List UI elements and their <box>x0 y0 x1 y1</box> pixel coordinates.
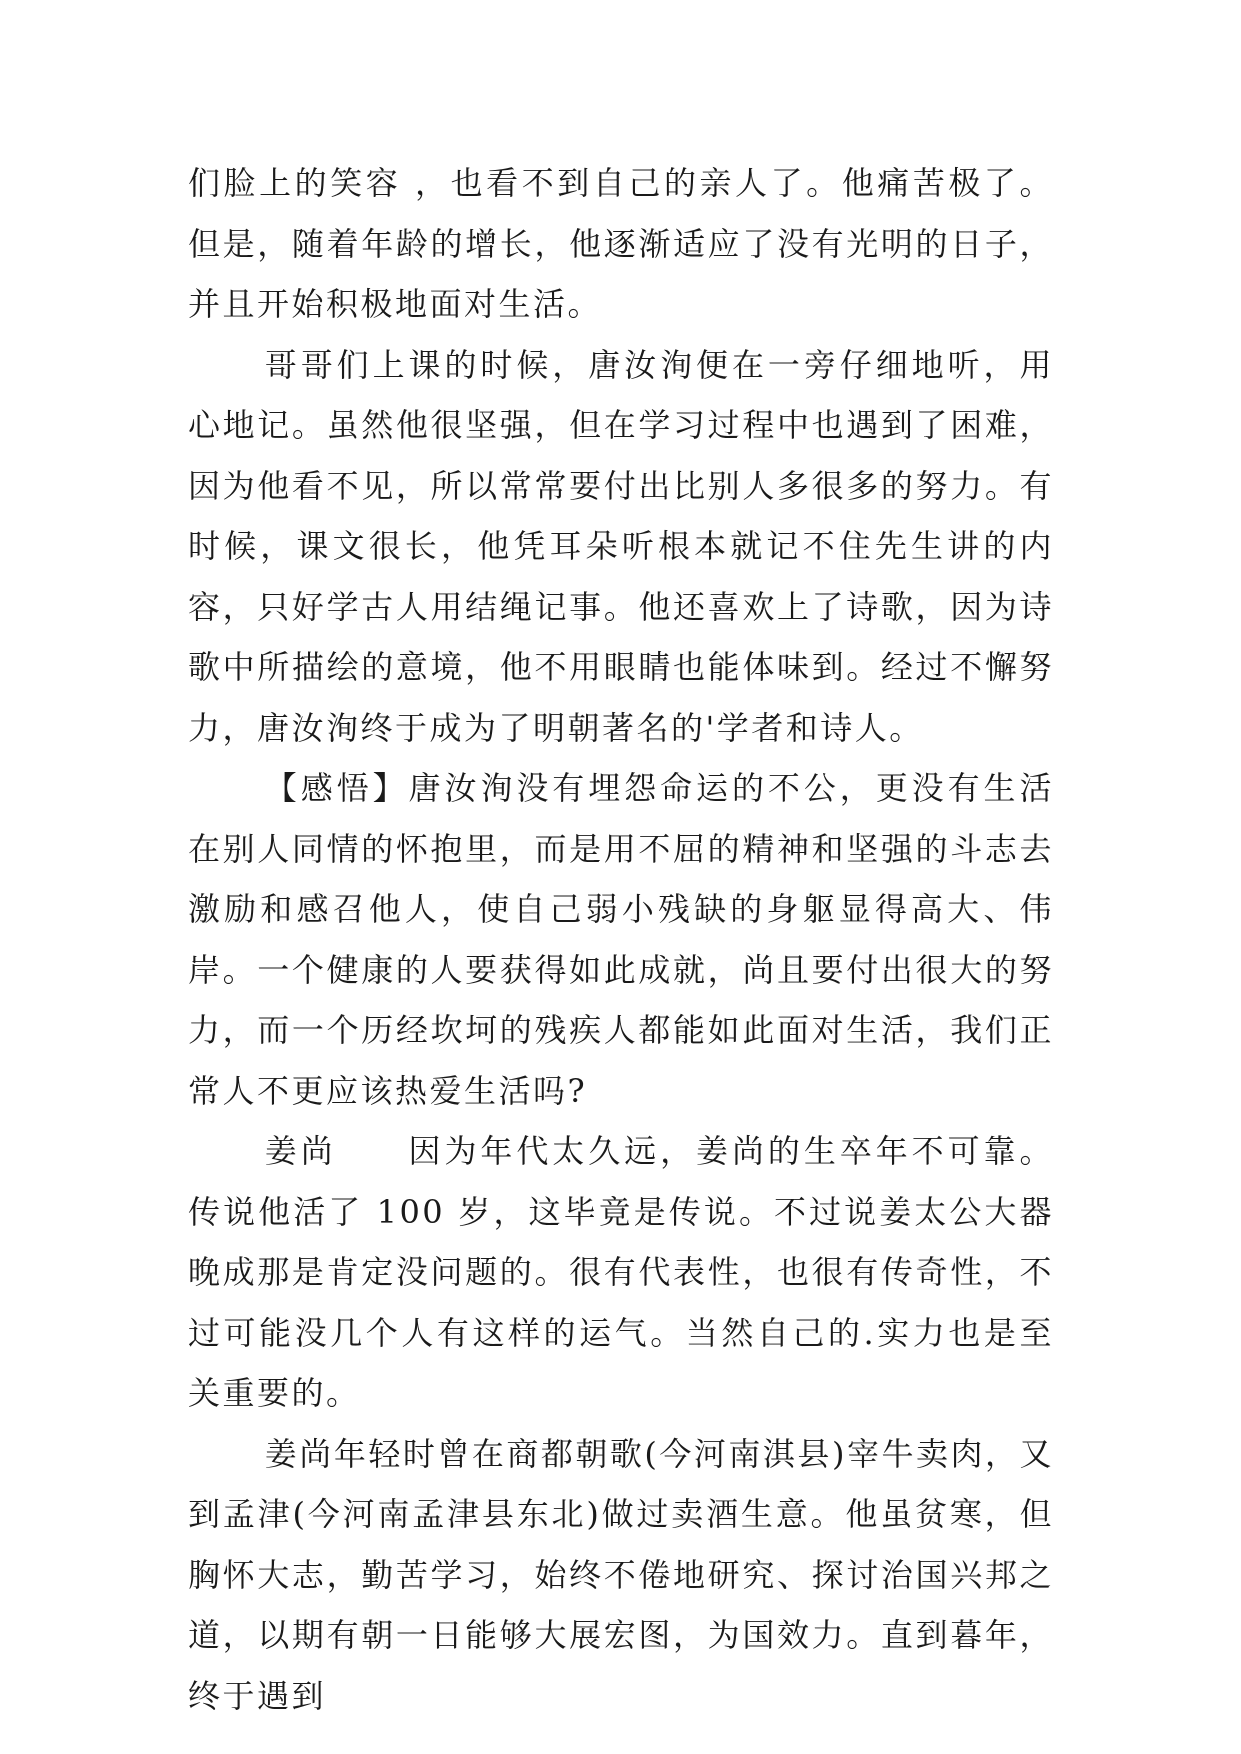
paragraph-continued: 们脸上的笑容 ，也看不到自己的亲人了。他痛苦极了。但是，随着年龄的增长，他逐渐适应了没有光明的日子，并且开始积极地面对生活。 <box>188 164 1054 323</box>
paragraph: 姜尚年轻时曾在商都朝歌(今河南淇县)宰牛卖肉，又到孟津(今河南孟津县东北)做过卖酒生意。他虽贫寒，但胸怀大志，勤苦学习，始终不倦地研究、探讨治国兴邦之道，以期有朝一日能够大展宏图，为国效力。直到暮年，终于遇到 <box>188 1434 1054 1715</box>
paragraph: 哥哥们上课的时候，唐汝洵便在一旁仔细地听，用心地记。虽然他很坚强，但在学习过程中也遇到了困难，因为他看不见，所以常常要付出比别人多很多的努力。有时候，课文很长，他凭耳朵听根本就记不住先生讲的内容，只好学古人用结绳记事。他还喜欢上了诗歌，因为诗歌中所描绘的意境，他不用眼睛也能体味到。经过不懈努力，唐汝洵终于成为了明朝著名的'学者和诗人。 <box>188 345 1054 747</box>
paragraph-jiang-shang-intro: 姜尚 因为年代太久远，姜尚的生卒年不可靠。传说他活了 100 岁，这毕竟是传说。不过说姜太公大器晚成那是肯定没问题的。很有代表性，也很有传奇性，不过可能没几个人有这样的运气。当然自己的.实力也是至关重要的。 <box>188 1132 1054 1412</box>
document-body <box>188 153 1054 1726</box>
paragraph-insight: 【感悟】唐汝洵没有埋怨命运的不公，更没有生活在别人同情的怀抱里，而是用不屈的精神和坚强的斗志去激励和感召他人，使自己弱小残缺的身躯显得高大、伟岸。一个健康的人要获得如此成就，尚且要付出很大的努力，而一个历经坎坷的残疾人都能如此面对生活，我们正常人不更应该热爱生活吗? <box>188 769 1054 1110</box>
